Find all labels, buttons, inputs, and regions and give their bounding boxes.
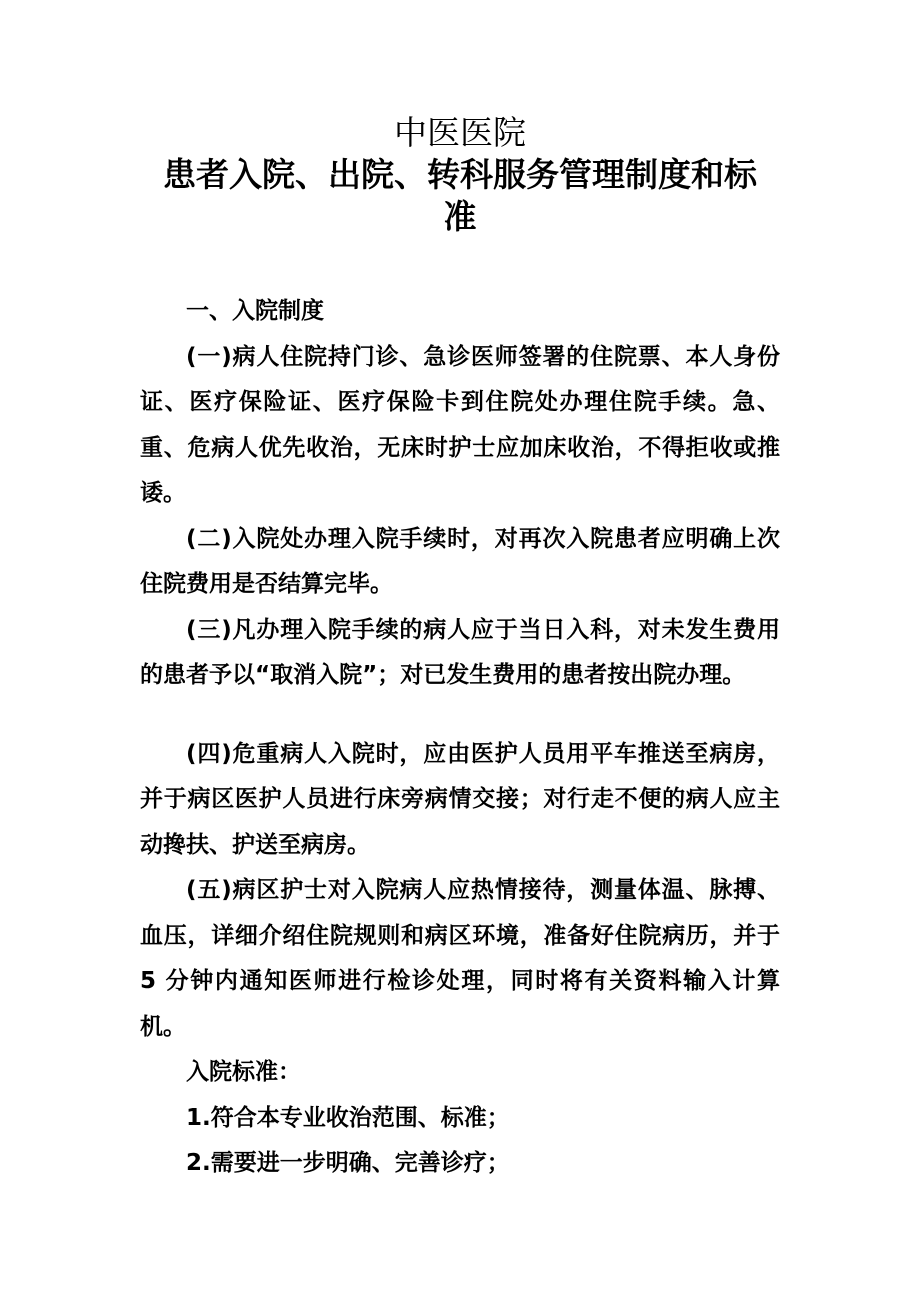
paragraph-2: (二)入院处办理入院手续时，对再次入院患者应明确上次住院费用是否结算完毕。 (140, 525, 780, 597)
paragraph-1: (一)病人住院持门诊、急诊医师签署的住院票、本人身份证、医疗保险证、医疗保险卡到住院处办理住院手续。急、重、危病人优先收治，无床时护士应加床收治，不得拒收或推诿。 (140, 343, 780, 506)
paragraph-4: (四)危重病人入院时，应由医护人员用平车推送至病房，并于病区医护人员进行床旁病情交接；对行走不便的病人应主动搀扶、护送至病房。 (140, 740, 780, 858)
title-hospital-name: 中医医院 (394, 113, 526, 152)
title-subject-continued: 准 (443, 197, 477, 236)
document-title (140, 112, 780, 238)
paragraph-3: (三)凡办理入院手续的病人应于当日入科，对未发生费用的患者予以“取消入院”；对已发生费用的患者按出院办理。 (140, 616, 780, 688)
title-subject: 患者入院、出院、转科服务管理制度和标 (163, 155, 757, 194)
standard-item-2: 2.需要进一步明确、完善诊疗； (186, 1150, 510, 1176)
standard-heading: 入院标准： (186, 1059, 301, 1085)
document-body (140, 289, 780, 1187)
section-heading-admission: 一、入院制度 (186, 298, 324, 324)
standard-item-1: 1.符合本专业收治范围、标准； (186, 1104, 510, 1131)
paragraph-5: (五)病区护士对入院病人应热情接待，测量体温、脉搏、血压，详细介绍住院规则和病区环境，准备好住院病历，并于 5 分钟内通知医师进行检诊处理，同时将有关资料输入计算机。 (140, 877, 780, 1040)
